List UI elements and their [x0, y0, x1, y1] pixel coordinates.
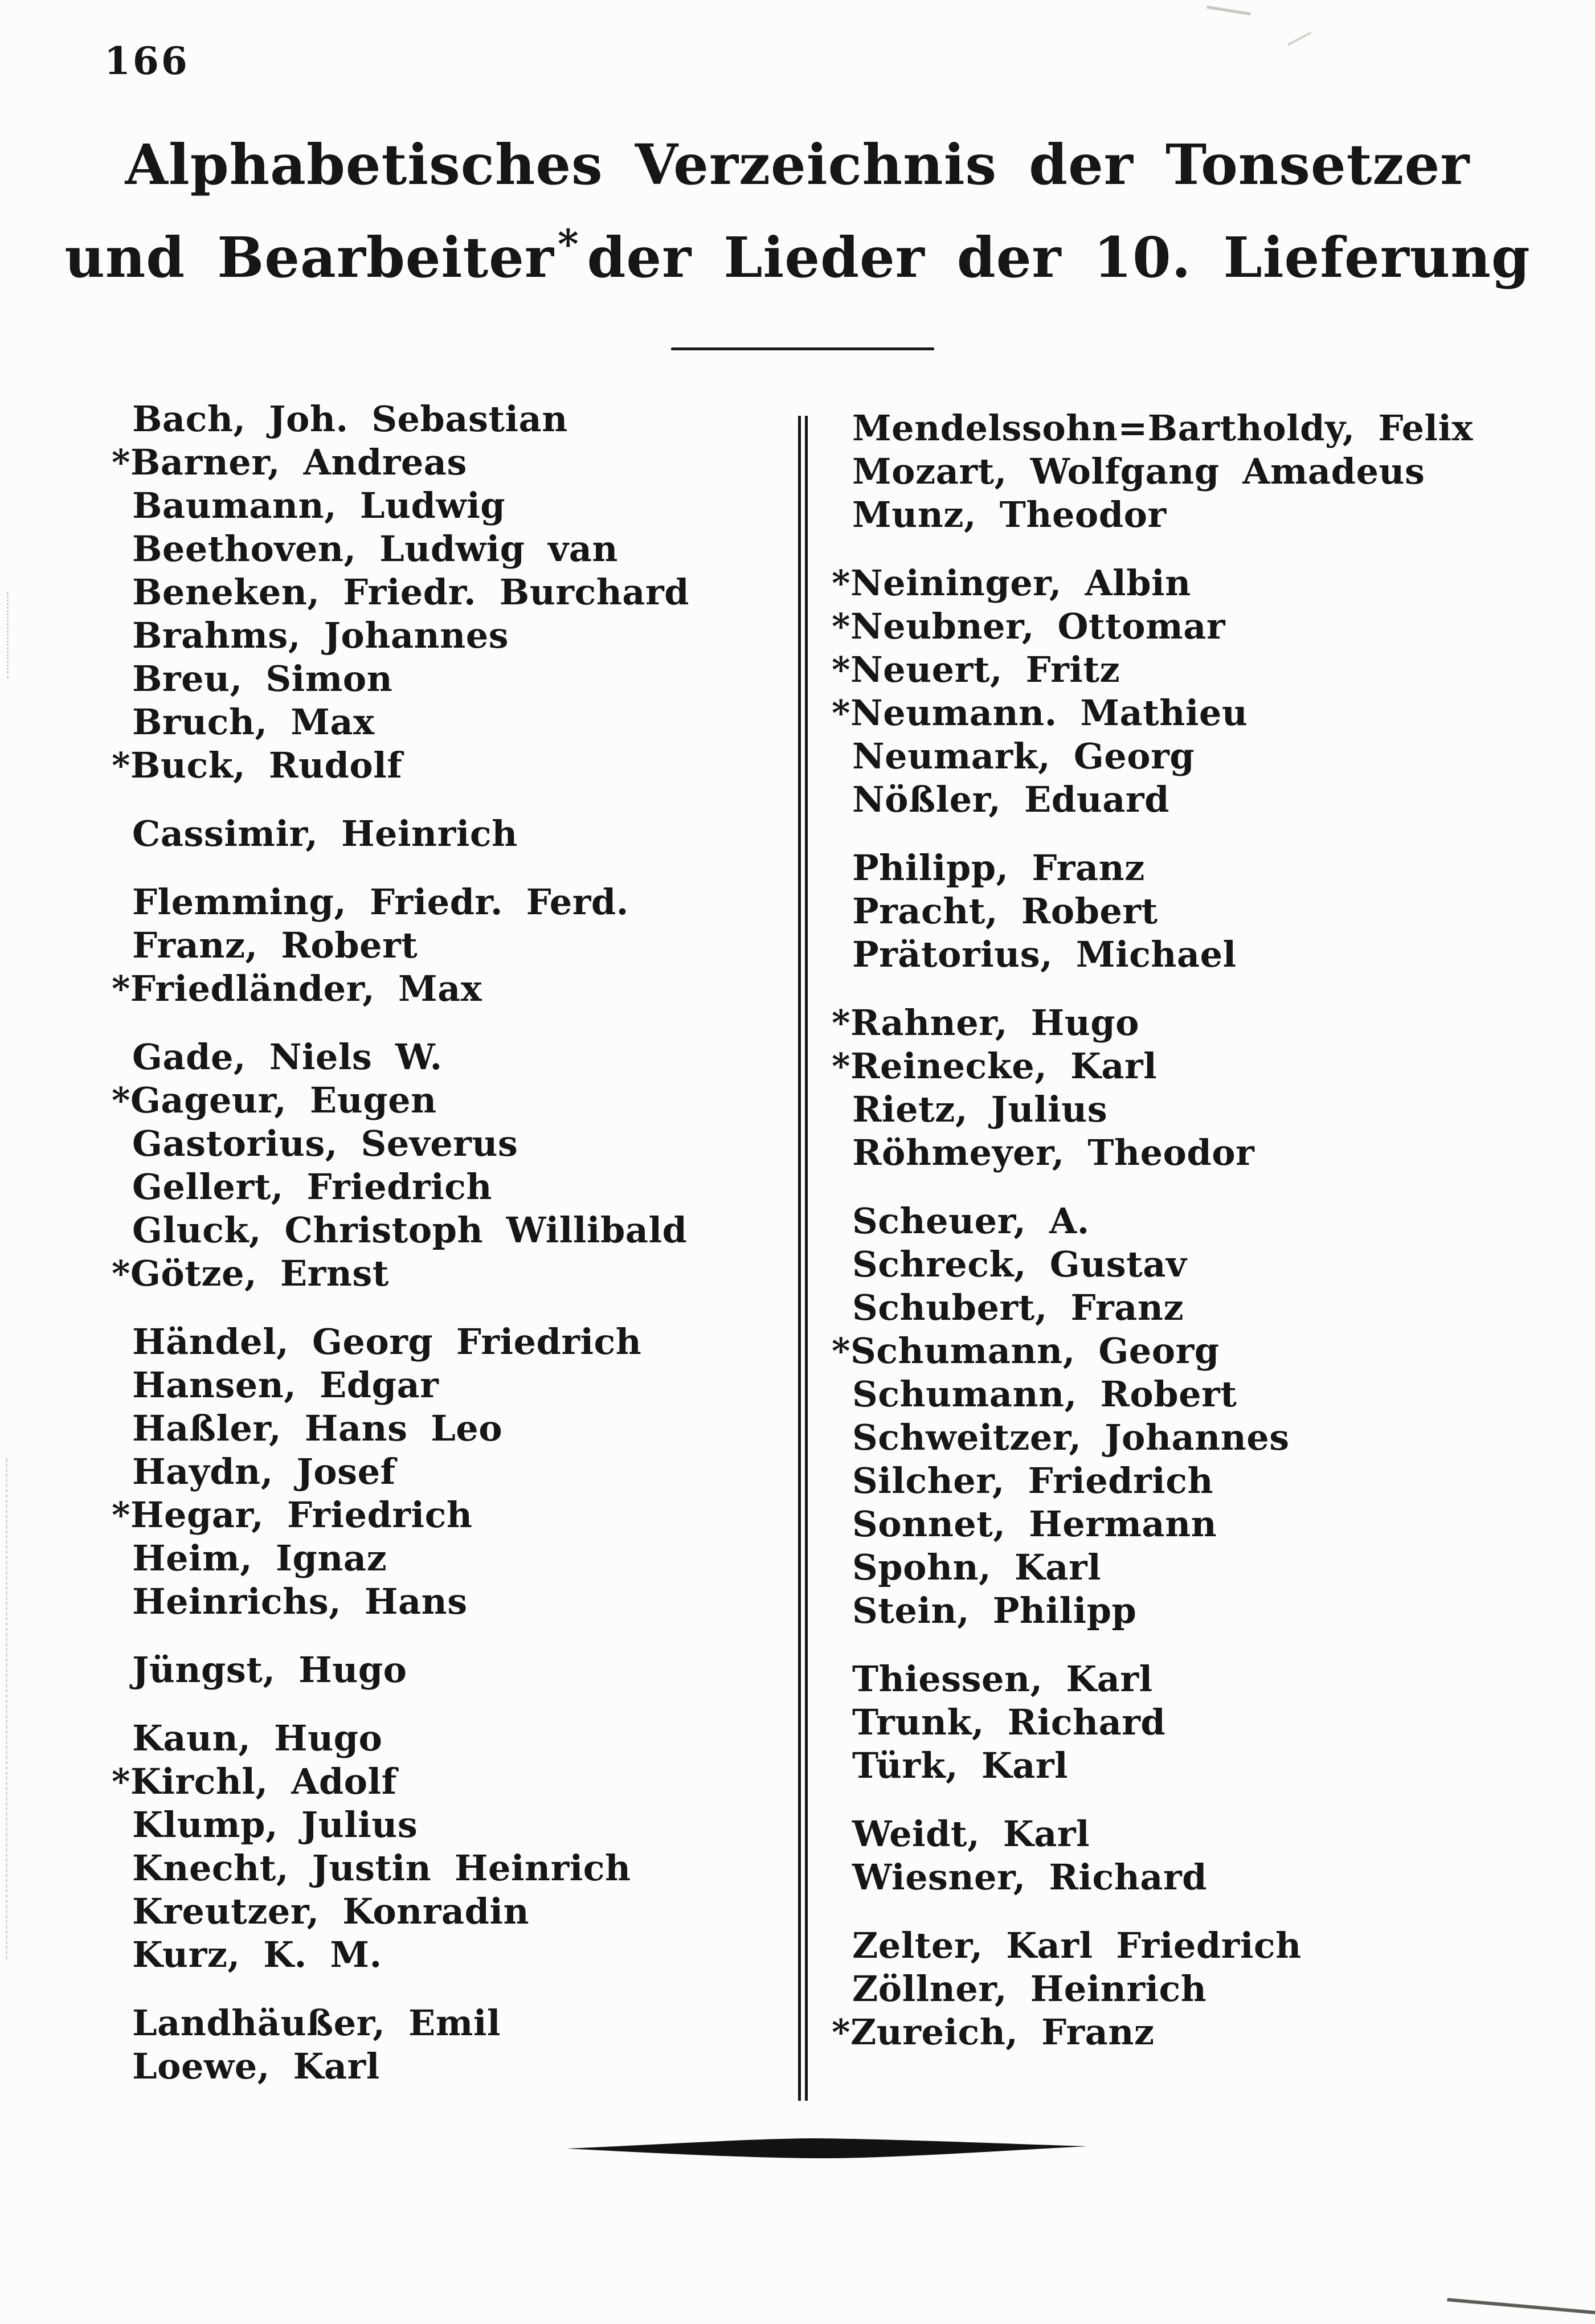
composer-column-right	[832, 407, 1576, 2054]
composer-entry: Munz, Theodor	[852, 494, 1167, 535]
composer-entry: Weidt, Karl	[852, 1813, 1090, 1855]
composer-entry: Zelter, Karl Friedrich	[852, 1925, 1302, 1966]
bottom-ornament-rule	[565, 2135, 1089, 2162]
composer-group	[832, 1200, 1576, 1632]
title-line-2: und Bearbeiter* der Lieder der 10. Lieferung	[64, 220, 1531, 290]
composer-entry: Schumann, Robert	[852, 1373, 1237, 1415]
composer-entry: Prätorius, Michael	[852, 934, 1237, 975]
composer-entry: Brahms, Johannes	[132, 615, 509, 656]
composer-entry: Haydn, Josef	[132, 1451, 396, 1492]
composer-entry: Türk, Karl	[852, 1745, 1069, 1786]
composer-group	[852, 846, 1576, 976]
composer-group	[112, 1036, 793, 1295]
composer-group	[832, 1924, 1576, 2054]
composer-entry: Loewe, Karl	[132, 2045, 380, 2087]
composer-entry: *Götze, Ernst	[112, 1253, 389, 1294]
composer-entry: Rietz, Julius	[852, 1089, 1108, 1130]
composer-group	[112, 881, 793, 1010]
composer-entry: *Barner, Andreas	[112, 441, 467, 483]
composer-entry: *Buck, Rudolf	[112, 744, 403, 786]
title-line-2-pre: und Bearbeiter	[64, 225, 554, 290]
composer-entry: Röhmeyer, Theodor	[852, 1132, 1255, 1173]
page-title	[0, 118, 1595, 304]
composer-entry: *Neumann. Mathieu	[832, 692, 1248, 734]
scan-artifact	[7, 592, 9, 678]
composer-entry: Bruch, Max	[132, 701, 375, 743]
composer-entry: *Schumann, Georg	[832, 1330, 1220, 1372]
composer-entry: *Friedländer, Max	[112, 968, 482, 1009]
composer-entry: Heim, Ignaz	[132, 1537, 387, 1579]
composer-entry: Hansen, Edgar	[132, 1364, 439, 1406]
composer-entry: Beneken, Friedr. Burchard	[132, 571, 689, 613]
composer-entry: Stein, Philipp	[852, 1590, 1137, 1631]
composer-entry: Beethoven, Ludwig van	[132, 528, 618, 570]
composer-entry: *Hegar, Friedrich	[112, 1494, 473, 1536]
composer-entry: Trunk, Richard	[852, 1701, 1166, 1743]
composer-entry: *Rahner, Hugo	[832, 1002, 1139, 1044]
composer-entry: Kaun, Hugo	[132, 1717, 383, 1759]
scan-artifact	[1207, 6, 1251, 15]
composer-entry: Franz, Robert	[132, 924, 418, 966]
composer-entry: *Neubner, Ottomar	[832, 605, 1226, 647]
composer-group	[112, 1717, 793, 1977]
composer-entry: Schweitzer, Johannes	[852, 1417, 1290, 1458]
composer-entry: Gellert, Friedrich	[132, 1166, 493, 1208]
composer-entry: Breu, Simon	[132, 658, 393, 699]
composer-entry: Kreutzer, Konradin	[132, 1891, 530, 1932]
composer-entry: Landhäußer, Emil	[132, 2002, 501, 2044]
title-line-1: Alphabetisches Verzeichnis der Tonsetzer	[125, 132, 1470, 197]
composer-entry: Heinrichs, Hans	[132, 1581, 468, 1622]
composer-entry: Neumark, Georg	[852, 735, 1195, 777]
composer-entry: Silcher, Friedrich	[852, 1460, 1214, 1501]
composer-entry: Mendelssohn=Bartholdy, Felix	[852, 407, 1473, 449]
composer-group	[112, 1320, 793, 1623]
composer-entry: Nößler, Eduard	[852, 779, 1169, 820]
composer-entry: Kurz, K. M.	[132, 1934, 382, 1975]
scan-artifact	[1287, 31, 1311, 46]
composer-entry: Baumann, Ludwig	[132, 485, 506, 526]
composer-entry: Flemming, Friedr. Ferd.	[132, 881, 629, 923]
composer-entry: Sonnet, Hermann	[852, 1503, 1217, 1545]
page-number: 166	[104, 39, 190, 83]
composer-entry: Pracht, Robert	[852, 890, 1158, 932]
composer-group	[832, 562, 1576, 821]
composer-entry: Gade, Niels W.	[132, 1036, 443, 1078]
composer-group	[112, 398, 793, 787]
composer-entry: Klump, Julius	[132, 1804, 418, 1846]
column-divider-rule	[798, 416, 808, 2101]
composer-group	[832, 1001, 1576, 1175]
composer-group	[852, 1812, 1576, 1899]
composer-entry: Haßler, Hans Leo	[132, 1408, 503, 1449]
composer-entry: *Gageur, Eugen	[112, 1079, 437, 1121]
composer-entry: Mozart, Wolfgang Amadeus	[852, 451, 1425, 492]
composer-group	[132, 812, 793, 856]
composer-entry: Wiesner, Richard	[852, 1856, 1207, 1898]
composer-entry: Schubert, Franz	[852, 1287, 1184, 1328]
scan-artifact	[1447, 2298, 1595, 2315]
composer-column-left	[112, 398, 793, 2088]
composer-entry: Gastorius, Severus	[132, 1123, 518, 1164]
composer-entry: Händel, Georg Friedrich	[132, 1321, 642, 1363]
composer-group	[132, 1648, 793, 1692]
composer-entry: Gluck, Christoph Willibald	[132, 1209, 688, 1251]
composer-entry: *Zureich, Franz	[832, 2011, 1155, 2053]
composer-entry: Cassimir, Heinrich	[132, 813, 518, 854]
title-line-2-post: der Lieder der 10. Lieferung	[587, 225, 1531, 290]
composer-entry: Zöllner, Heinrich	[852, 1968, 1207, 2010]
composer-entry: Philipp, Franz	[852, 847, 1145, 889]
composer-entry: *Neuert, Fritz	[832, 649, 1120, 690]
composer-entry: Thiessen, Karl	[852, 1658, 1153, 1700]
scan-artifact	[6, 1458, 7, 1959]
composer-group	[852, 1658, 1576, 1787]
composer-group	[852, 407, 1576, 537]
composer-entry: Schreck, Gustav	[852, 1243, 1187, 1285]
title-divider-rule	[671, 347, 934, 350]
composer-entry: *Reinecke, Karl	[832, 1045, 1158, 1087]
composer-entry: Scheuer, A.	[852, 1200, 1090, 1242]
composer-entry: Knecht, Justin Heinrich	[132, 1847, 631, 1889]
composer-entry: *Neininger, Albin	[832, 562, 1191, 604]
composer-entry: Jüngst, Hugo	[132, 1649, 407, 1691]
composer-entry: Bach, Joh. Sebastian	[132, 398, 568, 440]
composer-group	[132, 2002, 793, 2088]
composer-entry: Spohn, Karl	[852, 1546, 1102, 1588]
composer-entry: *Kirchl, Adolf	[112, 1761, 397, 1802]
